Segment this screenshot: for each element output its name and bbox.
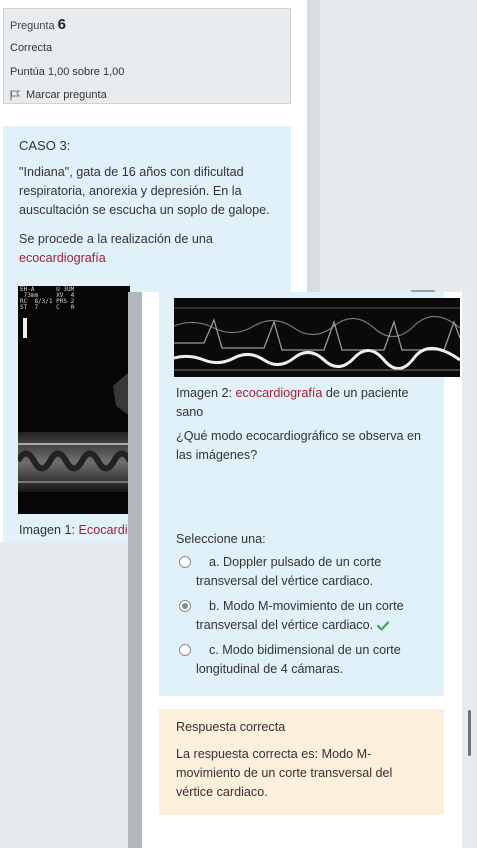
- radio-option-c[interactable]: [179, 644, 191, 656]
- feedback-text: La respuesta correcta es: Modo M-movimiento de un corte transversal del vértice cardiaco.: [176, 747, 393, 799]
- answer-option-c-label: c. Modo bidimensional de un corte longitudinal de 4 cámaras.: [196, 643, 401, 676]
- ecocardiografia-link[interactable]: ecocardiografía: [19, 251, 106, 265]
- select-one-label: Seleccione una:: [176, 532, 266, 546]
- question-text: ¿Qué modo ecocardiográfico se observa en las imágenes?: [176, 429, 422, 462]
- answer-option-a[interactable]: [176, 553, 438, 591]
- image-1-caption-link[interactable]: Ecocardi: [78, 523, 128, 537]
- feedback-title: Respuesta correcta: [176, 720, 286, 734]
- question-info-box: [3, 8, 291, 104]
- feedback-box: [159, 709, 444, 815]
- answer-option-c[interactable]: [176, 641, 438, 679]
- flag-question-link[interactable]: [10, 89, 284, 101]
- ultrasound-image-2: [174, 298, 460, 377]
- ultrasound-header-text: EH-A U 3UM 73mm XV 4 RC 8/3/1 PRS 2 ST 7 C 0: [20, 286, 75, 311]
- procedure-text: Se procede a la realización de una ecocardiografía: [19, 232, 213, 265]
- answer-option-b-label: b. Modo M-movimiento de un corte transversal del vértice cardiaco.: [196, 599, 404, 632]
- case-title: CASO 3:: [19, 138, 71, 153]
- ultrasound-2-mmode-graphic: [174, 298, 460, 377]
- flag-icon: [10, 90, 20, 101]
- scrollbar-track[interactable]: [462, 292, 475, 848]
- front-screenshot: [128, 292, 475, 848]
- radio-option-a[interactable]: [179, 556, 191, 568]
- question-number: Pregunta 6: [10, 16, 66, 33]
- answer-option-a-label: a. Doppler pulsado de un corte transversal del vértice cardiaco.: [196, 555, 382, 588]
- correct-check-icon: [377, 621, 389, 631]
- question-status: Correcta: [10, 42, 53, 54]
- question-grade: Puntúa 1,00 sobre 1,00: [10, 66, 125, 78]
- radio-option-b[interactable]: [179, 600, 191, 612]
- image-2-caption: Imagen 2: ecocardiografía de un paciente sano: [176, 386, 409, 419]
- image-2-caption-link[interactable]: ecocardiografía: [235, 386, 323, 400]
- case-description: "Indiana", gata de 16 años con dificultad respiratoria, anorexia y depresión. En la auscultación se escucha un soplo de galope.: [19, 165, 270, 217]
- answer-option-b[interactable]: [176, 597, 438, 635]
- left-gutter: [128, 292, 142, 848]
- image-1-caption: Imagen 1: Ecocardi: [19, 523, 128, 537]
- ultrasound-mmode-graphic: [18, 286, 130, 514]
- ultrasound-image-1: [18, 286, 130, 514]
- flag-question-label: Marcar pregunta: [26, 89, 107, 101]
- scrollbar-thumb[interactable]: [468, 710, 471, 756]
